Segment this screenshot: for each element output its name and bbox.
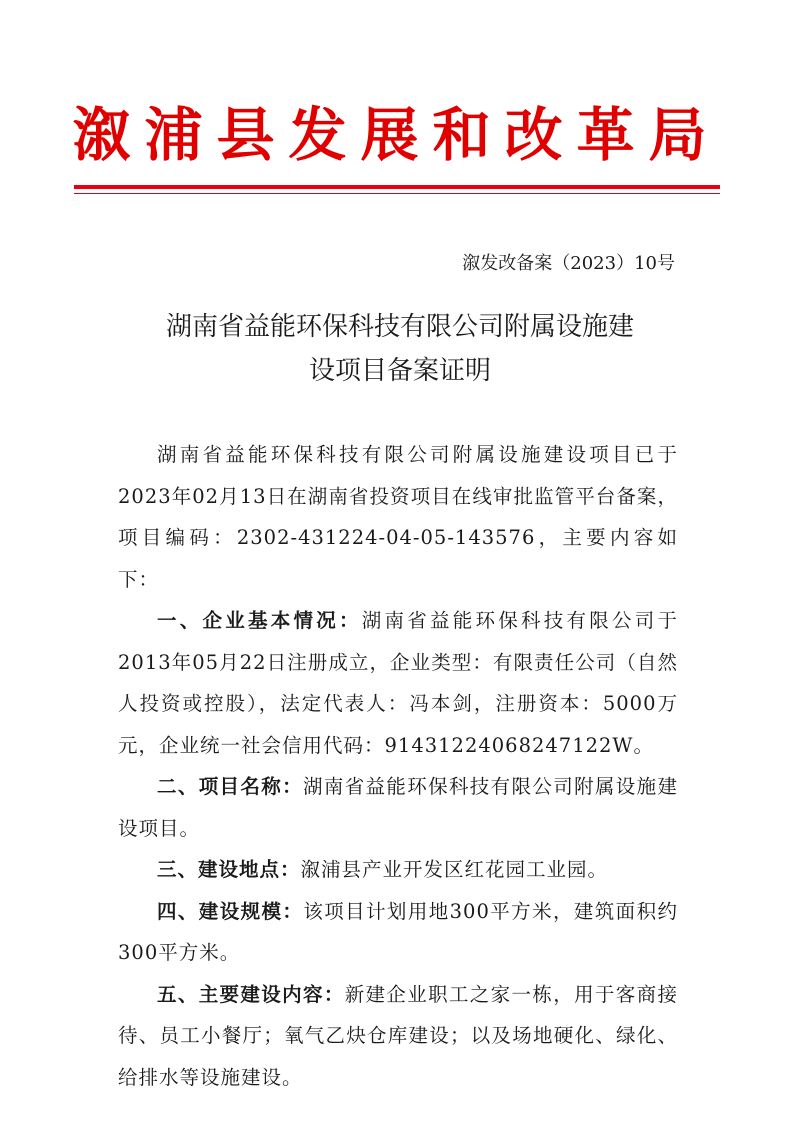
- section-text: 该项目计划用地300平方米，建筑面积约300平方米。: [118, 899, 678, 964]
- document-title: [110, 305, 690, 393]
- document-number: 溆发改备案（2023）10号: [462, 253, 675, 274]
- document-body: [118, 434, 678, 1098]
- document-title-line-2: 设项目备案证明: [308, 356, 491, 386]
- section-heading: 三、建设地点：: [157, 858, 301, 881]
- header-rule-thin: [74, 193, 720, 194]
- section-text: 溆浦县产业开发区红花园工业园。: [300, 858, 609, 881]
- section-construction-content: [118, 974, 678, 1099]
- section-text: 湖南省益能环保科技有限公司附属设施建设项目。: [118, 775, 678, 840]
- section-project-name: [118, 766, 678, 849]
- section-text: 湖南省益能环保科技有限公司于2013年05月22日注册成立，企业类型：有限责任公司（自然人投资或控股），法定代表人：冯本剑，注册资本：5000万元，企业统一社会信用代码：91431224068247122W。: [118, 609, 678, 757]
- intro-paragraph: 湖南省益能环保科技有限公司附属设施建设项目已于2023年02月13日在湖南省投资项目在线审批监管平台备案，项目编码：2302-431224-04-05-143576，主要内容如下：: [118, 443, 678, 591]
- section-heading: 五、主要建设内容：: [157, 982, 345, 1006]
- section-scale: [118, 891, 678, 974]
- section-enterprise-info: [118, 600, 678, 766]
- section-heading: 四、建设规模：: [157, 899, 304, 923]
- section-location: [118, 849, 678, 891]
- agency-header: 溆浦县发展和改革局: [72, 101, 721, 169]
- section-text: 新建企业职工之家一栋，用于客商接待、员工小餐厅；氧气乙炔仓库建设；以及场地硬化、绿化、给排水等设施建设。: [118, 982, 678, 1089]
- document-title-line-1: 湖南省益能环保科技有限公司附属设施建: [165, 312, 634, 342]
- header-rule-thick: [74, 185, 720, 189]
- section-heading: 二、项目名称：: [157, 775, 303, 798]
- section-heading: 一、企业基本情况：: [157, 609, 362, 632]
